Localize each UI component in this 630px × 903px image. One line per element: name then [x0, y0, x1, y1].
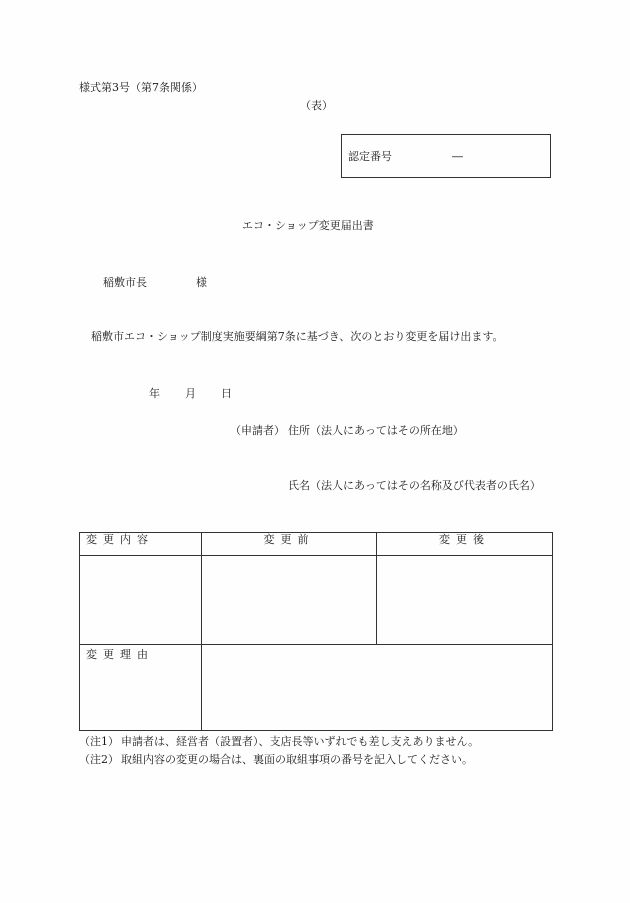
note-1-text: 申請者は、経営者（設置者）、支店長等いずれでも差し支えありません。: [121, 735, 480, 748]
date-day: 日: [221, 387, 232, 400]
table-entry-row: [80, 556, 553, 645]
date-month: 月: [185, 387, 196, 400]
note-2-mark: （注2）: [79, 753, 119, 766]
note-1-mark: （注1）: [79, 735, 119, 748]
table-header-row: [80, 533, 553, 556]
cell-before-change: [202, 556, 377, 645]
form-side-label: （表）: [300, 99, 333, 112]
applicant-label: （申請者）: [230, 424, 285, 437]
cell-after-change: [377, 556, 553, 645]
cell-change-content: [80, 556, 202, 645]
certification-number-box: [341, 134, 551, 178]
name-label: 氏名（法人にあってはその名称及び代表者の氏名）: [288, 479, 541, 492]
certification-number-label: 認定番号: [348, 150, 392, 163]
header-after-change: 変更後: [377, 533, 553, 556]
label-change-reason: 変更理由: [80, 645, 202, 731]
form-style-number: 様式第3号（第7条関係）: [79, 81, 203, 94]
header-change-content: 変更内容: [80, 533, 202, 556]
date-year: 年: [149, 387, 160, 400]
document-title: エコ・ショップ変更届出書: [242, 219, 374, 232]
body-text: 稲敷市エコ・ショップ制度実施要綱第7条に基づき、次のとおり変更を届け出ます。: [91, 330, 504, 343]
change-table: [79, 532, 553, 731]
table-reason-row: [80, 645, 553, 731]
cell-change-reason: [202, 645, 553, 731]
certification-number-dash: ―: [452, 150, 463, 163]
addressee: 稲敷市長: [103, 276, 147, 289]
note-2-text: 取組内容の変更の場合は、裏面の取組事項の番号を記入してください。: [121, 753, 473, 766]
address-label: 住所（法人にあってはその所在地）: [288, 424, 464, 437]
honorific: 様: [196, 276, 207, 289]
header-before-change: 変更前: [202, 533, 377, 556]
